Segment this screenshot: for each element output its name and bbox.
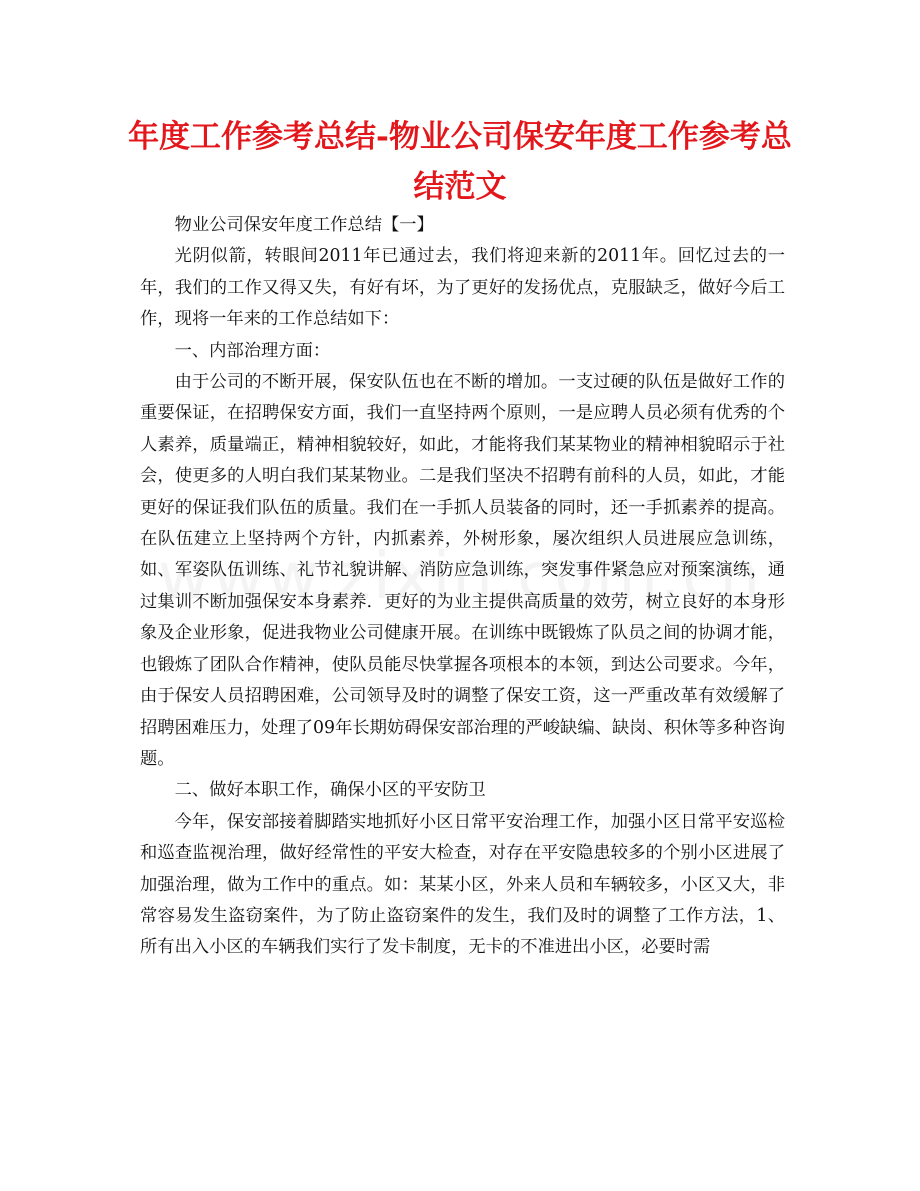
document-body bbox=[140, 210, 785, 964]
section-heading: 物业公司保安年度工作总结【一】 bbox=[174, 215, 434, 235]
body-paragraph: 由于公司的不断开展，保安队伍也在不断的增加。一支过硬的队伍是做好工作的重要保证，在招聘保安方面，我们一直坚持两个原则，一是应聘人员必须有优秀的个人素养，质量端正，精神相貌较好，如此，才能将我们某某物业的精神相貌昭示于社会，使更多的人明白我们某某物业。二是我们坚决不招聘有前科的人员，如此，才能更好的保证我们队伍的质量。我们在一手抓人员装备的同时，还一手抓素养的提高。在队伍建立上坚持两个方针，内抓素养，外树形象，屡次组织人员进展应急训练，如、军姿队伍训练、礼节礼貌讲解、消防应急训练，突发事件紧急应对预案演练，通过集训不断加强保安本身素养．更好的为业主提供高质量的效劳，树立良好的本身形象及企业形象，促进我物业公司健康开展。在训练中既锻炼了队员之间的协调才能，也锻炼了团队合作精神，使队员能尽快掌握各项根本的本领，到达公司要求。今年，由于保安人员招聘困难，公司领导及时的调整了保安工资，这一严重改革有效缓解了招聘困难压力，处理了09年长期妨碍保安部治理的严峻缺编、缺岗、积休等多种咨询题。 bbox=[140, 372, 785, 769]
intro-paragraph: 光阴似箭，转眼间2011年已通过去，我们将迎来新的2011年。回忆过去的一年，我们的工作又得又失，有好有坏，为了更好的发扬优点，克服缺乏，做好今后工作，现将一年来的工作总结如下： bbox=[140, 246, 785, 330]
body-paragraph: 今年，保安部接着脚踏实地抓好小区日常平安治理工作，加强小区日常平安巡检和巡查监视治理，做好经常性的平安大检查，对存在平安隐患较多的个别小区进展了加强治理，做为工作中的重点。如：某某小区，外来人员和车辆较多，小区又大，非常容易发生盗窃案件，为了防止盗窃案件的发生，我们及时的调整了工作方法，1、所有出入小区的车辆我们实行了发卡制度，无卡的不准进出小区，必要时需 bbox=[140, 811, 785, 958]
section-heading: 一、内部治理方面： bbox=[174, 340, 331, 361]
document-title: 年度工作参考总结-物业公司保安年度工作参考总结范文 bbox=[128, 119, 792, 205]
section-heading: 二、做好本职工作，确保小区的平安防卫 bbox=[174, 780, 486, 801]
